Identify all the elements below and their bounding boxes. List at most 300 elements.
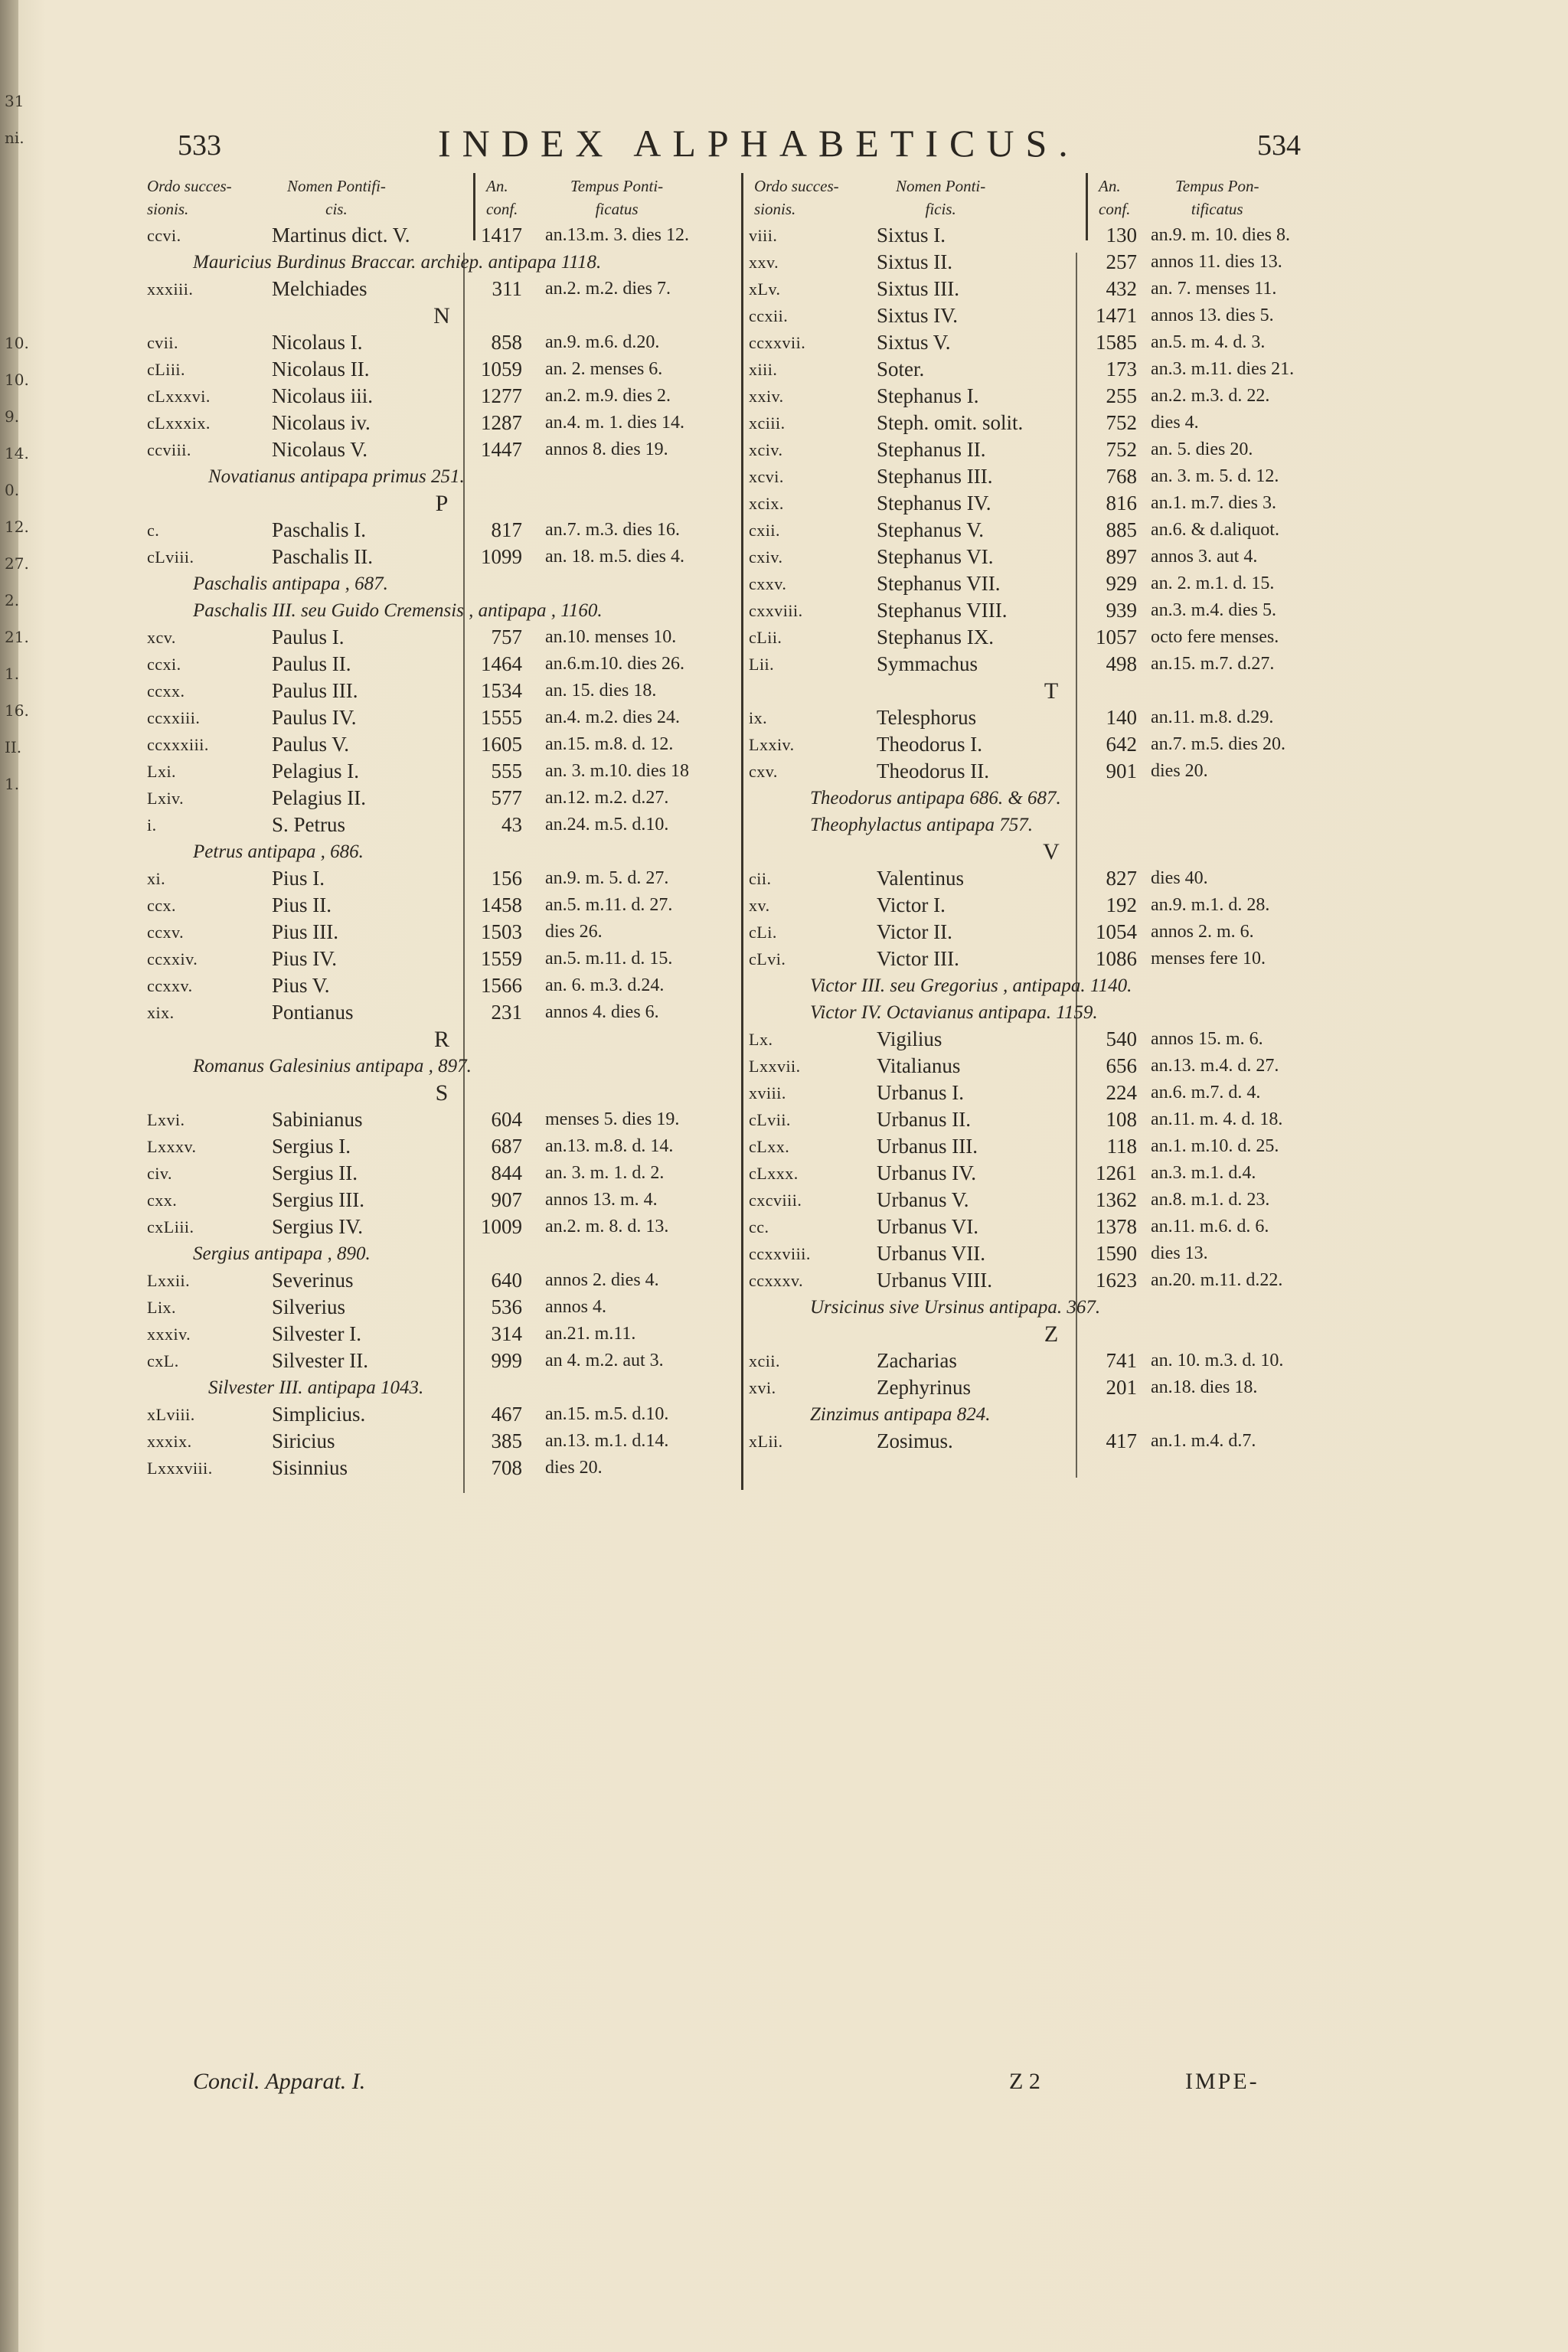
pontificate-duration: dies 26.: [545, 922, 603, 942]
pope-name: Steph. omit. solit.: [877, 411, 1024, 434]
pope-name: Urbanus V.: [877, 1188, 969, 1211]
pontificate-duration: an. 5. dies 20.: [1151, 439, 1253, 459]
consecration-year: 1464: [481, 652, 522, 675]
index-entry: [147, 329, 737, 356]
order-number: ccxv.: [147, 923, 185, 942]
consecration-year: 1559: [481, 947, 522, 970]
book-binding-edge: [0, 0, 18, 2352]
consecration-year: 708: [491, 1456, 522, 1479]
pope-name: Urbanus IV.: [877, 1161, 976, 1184]
edge-mark: II.: [5, 738, 22, 756]
consecration-year: 1054: [1096, 920, 1137, 943]
consecration-year: 687: [491, 1135, 522, 1158]
edge-mark: 9.: [5, 407, 20, 426]
pontificate-duration: an.13. m.4. d. 27.: [1151, 1056, 1279, 1076]
consecration-year: 827: [1106, 867, 1137, 890]
order-number: ccx.: [147, 896, 177, 915]
order-number: xix.: [147, 1003, 175, 1022]
order-number: Lii.: [749, 655, 775, 674]
index-entry: [749, 410, 1537, 436]
index-entry: [749, 463, 1537, 490]
pontificate-duration: an.4. m. 1. dies 14.: [545, 413, 684, 433]
pope-name: Simplicius.: [272, 1403, 366, 1426]
pontificate-duration: an. 3. m. 5. d. 12.: [1151, 466, 1279, 486]
pontificate-duration: dies 4.: [1151, 413, 1199, 433]
index-entry: [749, 651, 1537, 678]
order-number: xxxix.: [147, 1432, 192, 1451]
consecration-year: 816: [1106, 492, 1137, 514]
antipope-note: Zinzimus antipapa 824.: [810, 1404, 991, 1425]
pope-name: Sergius III.: [272, 1188, 364, 1211]
consecration-year: 1009: [481, 1215, 522, 1238]
header-line: An.: [1099, 177, 1121, 195]
index-entry: [749, 946, 1537, 972]
index-entry: [147, 812, 737, 838]
index-entry: [749, 1428, 1537, 1455]
pope-name: Nicolaus iv.: [272, 411, 371, 434]
order-number: xcix.: [749, 494, 784, 513]
pope-name: Stephanus V.: [877, 518, 985, 541]
order-number: xcv.: [147, 628, 176, 647]
pope-name: Pontianus: [272, 1001, 354, 1024]
pope-name: Zephyrinus: [877, 1376, 971, 1399]
index-entry: [147, 731, 737, 758]
consecration-year: 1059: [481, 358, 522, 381]
pope-name: Severinus: [272, 1269, 354, 1292]
pope-name: Vitalianus: [877, 1054, 961, 1077]
order-number: viii.: [749, 226, 778, 245]
consecration-year: 1378: [1096, 1215, 1137, 1238]
index-entry: [147, 758, 737, 785]
pontificate-duration: an.1. m.10. d. 25.: [1151, 1136, 1279, 1156]
header-line: cis.: [325, 200, 348, 218]
section-letter: R: [433, 1027, 449, 1052]
pope-name: S. Petrus: [272, 813, 346, 836]
pontificate-duration: an.5. m.11. d. 15.: [545, 949, 673, 969]
consecration-year: 1099: [481, 545, 522, 568]
index-entry: [147, 1321, 737, 1348]
edge-mark: 1.: [5, 775, 20, 793]
index-entry: [147, 651, 737, 678]
pontificate-duration: an.6. m.7. d. 4.: [1151, 1083, 1261, 1102]
consecration-year: 108: [1106, 1108, 1137, 1131]
order-number: Lxvi.: [147, 1110, 185, 1129]
printer-signature-mark: Z 2: [1009, 2069, 1040, 2094]
order-number: cLii.: [749, 628, 782, 647]
header-line: An.: [486, 177, 508, 195]
order-number: xLviii.: [147, 1405, 195, 1424]
order-number: cxx.: [147, 1191, 178, 1210]
consecration-year: 999: [491, 1349, 522, 1372]
index-entry: [147, 383, 737, 410]
pontificate-duration: an.2. m.3. d. 22.: [1151, 386, 1270, 406]
pope-name: Zacharias: [877, 1349, 957, 1372]
pontificate-duration: an. 3. m. 1. d. 2.: [545, 1163, 665, 1183]
order-number: ccxxxv.: [749, 1271, 804, 1290]
pope-name: Sixtus I.: [877, 224, 946, 247]
pontificate-duration: dies 13.: [1151, 1243, 1208, 1263]
catchword: IMPE-: [1185, 2069, 1259, 2094]
index-entry: [749, 1053, 1537, 1080]
order-number: cxii.: [749, 521, 780, 540]
consecration-year: 642: [1106, 733, 1137, 756]
page-title: INDEX ALPHABETICUS.: [438, 122, 1080, 165]
consecration-year: 1057: [1096, 626, 1137, 648]
order-number: xciv.: [749, 440, 783, 459]
order-number: ccviii.: [147, 440, 191, 459]
pope-name: Sergius IV.: [272, 1215, 364, 1238]
pope-name: Sixtus II.: [877, 250, 953, 273]
pope-name: Pius IV.: [272, 947, 338, 970]
consecration-year: 752: [1106, 438, 1137, 461]
order-number: xxiv.: [749, 387, 784, 406]
pope-name: Stephanus IV.: [877, 492, 991, 514]
index-entry: [749, 490, 1537, 517]
consecration-year: 536: [491, 1295, 522, 1318]
pope-name: Sixtus IV.: [877, 304, 959, 327]
pope-name: Urbanus III.: [877, 1135, 978, 1158]
edge-mark: 2.: [5, 591, 20, 609]
order-number: cLviii.: [147, 547, 194, 567]
header-nomen-left: [287, 175, 386, 220]
pope-name: Paulus II.: [272, 652, 351, 675]
pontificate-duration: annos 4. dies 6.: [545, 1002, 659, 1022]
pope-name: Paulus I.: [272, 626, 345, 648]
consecration-year: 929: [1106, 572, 1137, 595]
index-entry: [147, 544, 737, 570]
consecration-year: 1555: [481, 706, 522, 729]
order-number: xLii.: [749, 1432, 783, 1451]
pope-name: Stephanus VI.: [877, 545, 994, 568]
pontificate-duration: an.3. m.11. dies 21.: [1151, 359, 1295, 379]
pontificate-duration: an.11. m.8. d.29.: [1151, 707, 1274, 727]
header-line: conf.: [486, 200, 518, 218]
pope-name: Victor III.: [877, 947, 959, 970]
order-number: cxv.: [749, 762, 778, 781]
index-entry: [749, 1348, 1537, 1374]
pope-name: Sisinnius: [272, 1456, 348, 1479]
pontificate-duration: an.7. m.3. dies 16.: [545, 520, 680, 540]
consecration-year: 257: [1106, 250, 1137, 273]
consecration-year: 907: [491, 1188, 522, 1211]
pontificate-duration: an.20. m.11. d.22.: [1151, 1270, 1283, 1290]
index-entry: [147, 972, 737, 999]
index-entry: [147, 785, 737, 812]
header-line: Nomen Ponti-: [896, 177, 986, 195]
order-number: xiii.: [749, 360, 778, 379]
pope-name: Martinus dict. V.: [272, 224, 410, 247]
header-an-left: [486, 175, 518, 220]
pontificate-duration: an.9. m.6. d.20.: [545, 332, 660, 352]
index-entry: [749, 517, 1537, 544]
index-entry: [749, 1374, 1537, 1401]
pontificate-duration: an.9. m. 10. dies 8.: [1151, 225, 1290, 245]
order-number: cLxxx.: [749, 1164, 799, 1183]
antipope-note: Romanus Galesinius antipapa , 897.: [193, 1056, 472, 1076]
order-number: ccxxvii.: [749, 333, 806, 352]
edge-mark: 10.: [5, 334, 29, 352]
pope-name: Stephanus II.: [877, 438, 986, 461]
order-number: cii.: [749, 869, 772, 888]
index-entry: [749, 1214, 1537, 1240]
pope-name: Telesphorus: [877, 706, 977, 729]
index-entry: [147, 1106, 737, 1133]
consecration-year: 752: [1106, 411, 1137, 434]
order-number: xxxiv.: [147, 1325, 191, 1344]
index-entry: [749, 731, 1537, 758]
index-entry: [749, 1133, 1537, 1160]
consecration-year: 498: [1106, 652, 1137, 675]
index-entry: [147, 624, 737, 651]
pontificate-duration: an.11. m. 4. d. 18.: [1151, 1109, 1283, 1129]
index-entry: [749, 383, 1537, 410]
index-entry: [749, 865, 1537, 892]
index-entry: [749, 249, 1537, 276]
order-number: xxxiii.: [147, 279, 194, 299]
order-number: ccxxiv.: [147, 949, 198, 969]
page-number-left: 533: [178, 129, 221, 162]
index-entry: [147, 1187, 737, 1214]
pontificate-duration: an.6. & d.aliquot.: [1151, 520, 1279, 540]
consecration-year: 314: [491, 1322, 522, 1345]
pope-name: Zosimus.: [877, 1429, 953, 1452]
antipope-note: Mauricius Burdinus Braccar. archiep. antipapa 1118.: [193, 252, 602, 273]
pontificate-duration: an.12. m.2. d.27.: [545, 788, 669, 808]
pope-name: Vigilius: [877, 1027, 942, 1050]
order-number: cxxv.: [749, 574, 787, 593]
consecration-year: 1590: [1096, 1242, 1137, 1265]
consecration-year: 1585: [1096, 331, 1137, 354]
pontificate-duration: an. 15. dies 18.: [545, 681, 657, 701]
header-ordo-left: [147, 175, 232, 220]
pontificate-duration: an.6.m.10. dies 26.: [545, 654, 684, 674]
order-number: cxL.: [147, 1351, 179, 1370]
consecration-year: 577: [491, 786, 522, 809]
pontificate-duration: an.9. m. 5. d. 27.: [545, 868, 669, 888]
header-tempus-left: [570, 175, 663, 220]
order-number: xviii.: [749, 1083, 786, 1102]
pontificate-duration: an.1. m.7. dies 3.: [1151, 493, 1276, 513]
pontificate-duration: dies 40.: [1151, 868, 1208, 888]
header-line: Ordo succes-: [147, 177, 232, 195]
pontificate-duration: an.13. m.8. d. 14.: [545, 1136, 674, 1156]
pontificate-duration: annos 4.: [545, 1297, 606, 1317]
order-number: xciii.: [749, 413, 786, 433]
index-entry: [749, 624, 1537, 651]
pope-name: Paschalis I.: [272, 518, 366, 541]
index-entry: [749, 1160, 1537, 1187]
pope-name: Urbanus VIII.: [877, 1269, 992, 1292]
index-entry: [749, 222, 1537, 249]
pope-name: Pius II.: [272, 893, 332, 916]
order-number: Lxxii.: [147, 1271, 191, 1290]
index-entry: [147, 276, 737, 302]
header-ordo-right: [754, 175, 839, 220]
consecration-year: 555: [491, 760, 522, 782]
order-number: xLv.: [749, 279, 781, 299]
pontificate-duration: an.5. m.11. d. 27.: [545, 895, 673, 915]
footer-signature-note: Concil. Apparat. I.: [193, 2069, 366, 2094]
order-number: cLiii.: [147, 360, 186, 379]
pontificate-duration: an.8. m.1. d. 23.: [1151, 1190, 1270, 1210]
pope-name: Stephanus VIII.: [877, 599, 1008, 622]
pontificate-duration: annos 2. m. 6.: [1151, 922, 1254, 942]
consecration-year: 201: [1106, 1376, 1137, 1399]
consecration-year: 1447: [481, 438, 522, 461]
antipope-note: Victor IV. Octavianus antipapa. 1159.: [810, 1002, 1098, 1023]
pontificate-duration: annos 2. dies 4.: [545, 1270, 659, 1290]
pontificate-duration: an 4. m.2. aut 3.: [545, 1351, 664, 1370]
pope-name: Nicolaus II.: [272, 358, 370, 381]
order-number: cLvii.: [749, 1110, 791, 1129]
consecration-year: 741: [1106, 1349, 1137, 1372]
pontificate-duration: an.11. m.6. d. 6.: [1151, 1217, 1269, 1236]
order-number: cLi.: [749, 923, 777, 942]
pontificate-duration: an.1. m.4. d.7.: [1151, 1431, 1256, 1451]
pope-name: Paulus III.: [272, 679, 358, 702]
order-number: cLvi.: [749, 949, 786, 969]
index-column-left: [147, 222, 737, 1481]
pontificate-duration: an. 3. m.10. dies 18: [545, 761, 689, 781]
antipope-note: Petrus antipapa , 686.: [193, 841, 364, 862]
index-entry: [749, 758, 1537, 785]
order-number: Lx.: [749, 1030, 773, 1049]
pope-name: Paschalis II.: [272, 545, 373, 568]
index-entry: [147, 678, 737, 704]
section-letter: T: [1044, 678, 1059, 704]
order-number: xcii.: [749, 1351, 780, 1370]
pope-name: Sixtus V.: [877, 331, 951, 354]
pope-name: Theodorus I.: [877, 733, 982, 756]
section-letter: N: [433, 303, 450, 328]
index-entry: [147, 1348, 737, 1374]
index-entry: [147, 919, 737, 946]
consecration-year: 385: [491, 1429, 522, 1452]
order-number: cxxviii.: [749, 601, 803, 620]
order-number: ccxxviii.: [749, 1244, 811, 1263]
index-entry: [749, 302, 1537, 329]
consecration-year: 656: [1106, 1054, 1137, 1077]
order-number: xi.: [147, 869, 166, 888]
header-line: Nomen Pontifi-: [287, 177, 386, 195]
index-entry: [749, 1106, 1537, 1133]
consecration-year: 43: [501, 813, 522, 836]
index-entry: [147, 410, 737, 436]
consecration-year: 311: [492, 277, 522, 300]
index-entry: [147, 1267, 737, 1294]
order-number: ccxxv.: [147, 976, 193, 995]
edge-mark: 14.: [5, 444, 29, 462]
column-divider: [741, 173, 743, 1490]
consecration-year: 140: [1106, 706, 1137, 729]
edge-mark: 27.: [5, 554, 29, 573]
pontificate-duration: annos 13. dies 5.: [1151, 305, 1274, 325]
consecration-year: 1605: [481, 733, 522, 756]
pope-name: Pius III.: [272, 920, 338, 943]
section-letter: V: [1043, 839, 1060, 864]
pontificate-duration: an.15. m.8. d. 12.: [545, 734, 674, 754]
consecration-year: 1261: [1096, 1161, 1137, 1184]
consecration-year: 1503: [481, 920, 522, 943]
consecration-year: 885: [1106, 518, 1137, 541]
consecration-year: 118: [1106, 1135, 1137, 1158]
pontificate-duration: an. 18. m.5. dies 4.: [545, 547, 684, 567]
consecration-year: 939: [1106, 599, 1137, 622]
consecration-year: 1086: [1096, 947, 1137, 970]
pontificate-duration: an.2. m. 8. d. 13.: [545, 1217, 669, 1236]
pope-name: Urbanus I.: [877, 1081, 964, 1104]
consecration-year: 156: [491, 867, 522, 890]
header-tempus-right: [1175, 175, 1259, 220]
order-number: xxv.: [749, 253, 779, 272]
header-line: ficis.: [925, 200, 956, 218]
antipope-note: Paschalis antipapa , 687.: [193, 573, 388, 594]
order-number: civ.: [147, 1164, 172, 1183]
consecration-year: 417: [1106, 1429, 1137, 1452]
pope-name: Stephanus I.: [877, 384, 979, 407]
order-number: Lix.: [147, 1298, 177, 1317]
consecration-year: 1417: [481, 224, 522, 247]
pope-name: Pius I.: [272, 867, 325, 890]
pontificate-duration: annos 3. aut 4.: [1151, 547, 1258, 567]
consecration-year: 130: [1106, 224, 1137, 247]
order-number: cxcviii.: [749, 1191, 802, 1210]
consecration-year: 901: [1106, 760, 1137, 782]
pope-name: Melchiades: [272, 277, 368, 300]
pope-name: Stephanus IX.: [877, 626, 994, 648]
header-line: ficatus: [595, 200, 639, 218]
consecration-year: 173: [1106, 358, 1137, 381]
consecration-year: 231: [491, 1001, 522, 1024]
index-entry: [749, 1240, 1537, 1267]
consecration-year: 768: [1106, 465, 1137, 488]
order-number: ccvi.: [147, 226, 181, 245]
order-number: Lxi.: [147, 762, 177, 781]
order-number: ccxii.: [749, 306, 789, 325]
index-entry: [749, 329, 1537, 356]
pontificate-duration: menses fere 10.: [1151, 949, 1266, 969]
antipope-note: Silvester III. antipapa 1043.: [208, 1377, 424, 1398]
pope-name: Silvester I.: [272, 1322, 361, 1345]
order-number: cLxx.: [749, 1137, 790, 1156]
order-number: ccxi.: [147, 655, 181, 674]
index-entry: [147, 1214, 737, 1240]
pontificate-duration: dies 20.: [545, 1458, 603, 1478]
pope-name: Nicolaus I.: [272, 331, 363, 354]
edge-mark: 1.: [5, 665, 20, 683]
pope-name: Stephanus VII.: [877, 572, 1001, 595]
order-number: ix.: [749, 708, 768, 727]
consecration-year: 1277: [481, 384, 522, 407]
pope-name: Nicolaus V.: [272, 438, 368, 461]
index-entry: [749, 356, 1537, 383]
pope-name: Urbanus VI.: [877, 1215, 978, 1238]
pontificate-duration: an.2. m.9. dies 2.: [545, 386, 671, 406]
consecration-year: 432: [1106, 277, 1137, 300]
edge-mark: 0.: [5, 481, 20, 499]
page-number-right: 534: [1257, 129, 1301, 162]
order-number: cvii.: [147, 333, 178, 352]
index-entry: [749, 1080, 1537, 1106]
pope-name: Soter.: [877, 358, 925, 381]
consecration-year: 1471: [1096, 304, 1137, 327]
pope-name: Sergius II.: [272, 1161, 358, 1184]
index-entry: [147, 356, 737, 383]
pope-name: Sergius I.: [272, 1135, 351, 1158]
pope-name: Victor I.: [877, 893, 946, 916]
pope-name: Silvester II.: [272, 1349, 368, 1372]
index-entry: [147, 946, 737, 972]
